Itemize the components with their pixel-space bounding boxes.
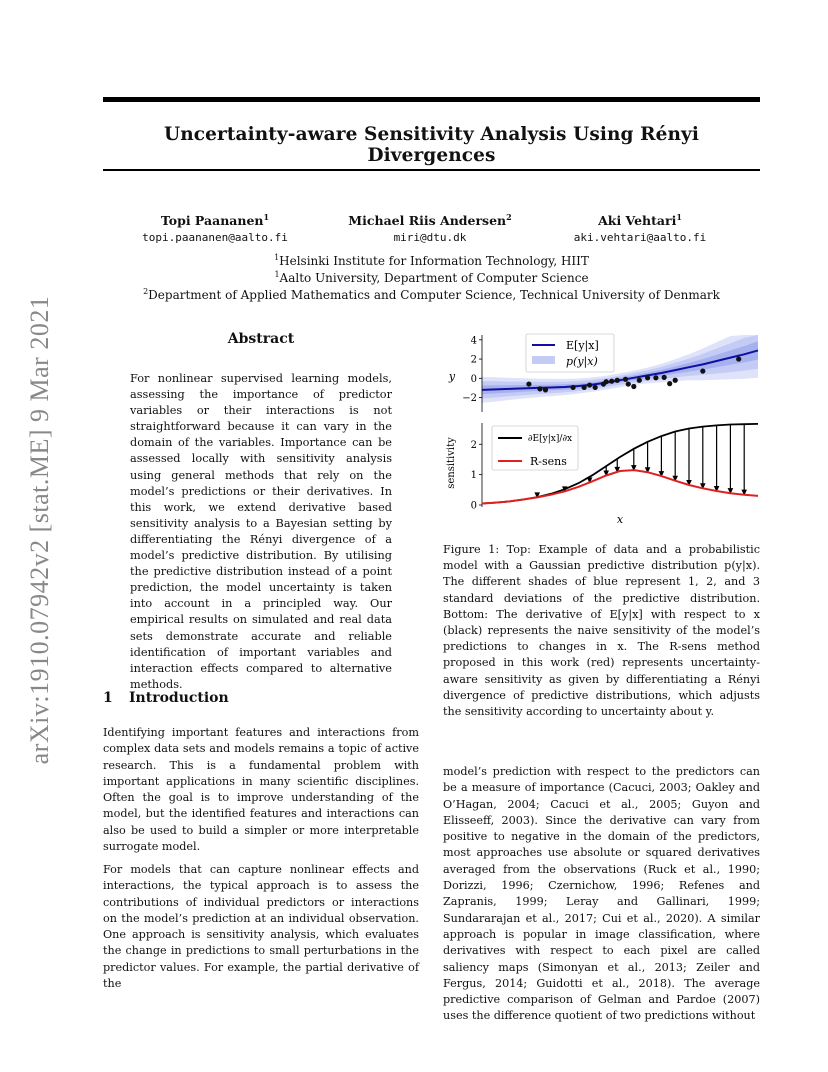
data-point — [582, 385, 587, 390]
abstract-text: For nonlinear supervised learning models, assessing the importance of predictor variables or their interactions is not straightforward because it can vary in the domain of the variables. Importance can be assessed locally with sensitivity analysis using general methods that rely on the model’s predictions or their derivatives. In this work, we extend derivative based sensitivity analysis to a Bayesian setting by differentiating the Rényi divergence of a model’s predictive distribution. By utilising the predictive distribution instead of a point prediction, the model uncertainty is taken into account in a principled way. Our empirical results on simulated and real data sets demonstrate accurate and reliable identification of important variables and interaction effects compared to alternative methods. — [130, 372, 392, 691]
bottom-panel — [446, 423, 758, 526]
affiliation-3 — [103, 287, 760, 302]
section-title: Introduction — [129, 690, 229, 706]
affiliation-sup: 1 — [274, 270, 280, 279]
abstract-heading: Abstract — [227, 331, 295, 347]
affiliation-text: Department of Applied Mathematics and Computer Science, Technical University of Denmark — [148, 288, 720, 302]
author-2 — [330, 212, 530, 228]
affiliation-1 — [103, 253, 760, 268]
data-point — [526, 381, 531, 386]
affiliation-sup: 2 — [143, 287, 149, 296]
data-point — [667, 381, 672, 386]
arxiv-id: arXiv:1910.07942v2 [stat.ME] 9 Mar 2021 — [25, 295, 54, 765]
data-point — [570, 385, 575, 390]
title-top-rule — [103, 97, 760, 102]
legend-swatch-band — [532, 356, 555, 364]
author-sup: 1 — [676, 212, 682, 222]
data-point — [662, 375, 667, 380]
author-sup: 2 — [506, 212, 512, 222]
affiliation-text: Helsinki Institute for Information Technology, HIIT — [279, 254, 589, 268]
data-point — [615, 378, 620, 383]
section-heading — [103, 690, 229, 706]
author-1 — [130, 212, 300, 228]
author-2-email: miri@dtu.dk — [393, 231, 467, 244]
author-name: Topi Paananen — [160, 213, 264, 229]
intro-paragraph-1: Identifying important features and interactions from complex data sets and models remains a topic of active research. This is a fundamental problem with important applications in many scientific disciplines. Often the goal is to improve understanding of the model, but the identified features and interactions can also be used to build a simpler or more interpretable surrogate model. — [103, 726, 419, 854]
data-point — [593, 385, 598, 390]
bottom-ylabel: sensitivity — [446, 437, 457, 489]
figure-caption: Figure 1: Top: Example of data and a probabilistic model with a Gaussian predictive distribution p(y|x). The different shades of blue represent 1, 2, and 3 standard deviations of the predictive distribution. Bottom: The derivative of E[y|x] with respect to x (black) represents the naive sensitivity of the model’s predictions to changes in x. The R-sens method proposed in this work (red) represents uncertainty-aware sensitivity as given by differentiating a Rényi divergence of predictive distributions, which adjusts the sensitivity according to uncertainty about y. — [443, 543, 760, 719]
author-1-email: topi.paananen@aalto.fi — [142, 231, 288, 244]
paper-title: Uncertainty-aware Sensitivity Analysis Using Rényi Divergences — [164, 124, 699, 166]
title-bottom-rule — [103, 169, 760, 171]
y-tick-label: 4 — [470, 335, 477, 347]
y-tick-label: 2 — [470, 354, 477, 366]
author-3-email: aki.vehtari@aalto.fi — [573, 231, 707, 244]
legend-label-mean: E[y|x] — [566, 339, 599, 352]
top-ylabel: y — [448, 370, 456, 383]
data-point — [604, 379, 609, 384]
data-point — [736, 356, 741, 361]
right-column-paragraph: model’s prediction with respect to the predictors can be a measure of importance (Cacuci, 2003; Oakley and O’Hagan, 2004; Cacuci et al., 2005; Guyon and Elisseeff, 2003). Since the derivative can vary from positive to negative in the domain of the predictors, most approaches use absolute or squared derivatives averaged from the observations (Ruck et al., 1990; Dorizzi, 1996; Czernichow, 1996; Refenes and Zapranis, 1999; Leray and Gallinari, 1999; Sundararajan et al., 2017; Cui et al., 2020). A similar approach is popular in image classification, where derivatives with respect to each pixel are called saliency maps (Simonyan et al., 2013; Zeiler and Fergus, 2014; Guidotti et al., 2018). The average predictive comparison of Gelman and Pardoe (2007) uses the difference quotient of two predictions without — [443, 765, 760, 1023]
intro-paragraph-2: For models that can capture nonlinear effects and interactions, the typical approach is to assess the contributions of individual predictors or interactions on the model’s prediction at an individual observation. One approach is sensitivity analysis, which evaluates the change in predictions to small perturbations in the predictor values. For example, the partial derivative of the — [103, 863, 419, 991]
y-tick-label: 0 — [470, 373, 477, 385]
data-point — [645, 375, 650, 380]
legend-label-derivative: ∂E[y|x]/∂x — [527, 434, 573, 444]
data-point — [700, 368, 705, 373]
data-point — [631, 384, 636, 389]
y-tick-label: 2 — [470, 439, 477, 451]
data-point — [653, 375, 658, 380]
data-point — [673, 378, 678, 383]
y-tick-label: 0 — [470, 500, 477, 512]
author-sup: 1 — [263, 212, 270, 222]
figure-1 — [440, 325, 765, 530]
legend-label-rsens: R-sens — [530, 455, 567, 468]
legend-label-band: p(y|x) — [566, 355, 598, 368]
affiliation-text: Aalto University, Department of Computer Science — [279, 271, 589, 285]
arxiv-sidebar — [10, 290, 70, 770]
data-point — [543, 387, 548, 392]
top-legend — [526, 334, 614, 372]
y-tick-label: −2 — [462, 393, 477, 405]
data-point — [637, 378, 642, 383]
data-point — [609, 379, 614, 384]
bottom-xlabel: x — [616, 513, 624, 526]
data-point — [623, 377, 628, 382]
data-point — [587, 382, 592, 387]
author-name: Aki Vehtari — [598, 213, 677, 229]
author-name: Michael Riis Andersen — [348, 213, 507, 229]
bottom-legend — [492, 426, 578, 470]
section-number: 1 — [103, 690, 113, 706]
data-point — [626, 381, 631, 386]
affiliation-sup: 1 — [274, 253, 280, 262]
data-point — [537, 386, 542, 391]
y-tick-label: 1 — [470, 470, 477, 482]
affiliation-2 — [103, 270, 760, 285]
author-3 — [560, 212, 720, 228]
top-panel — [448, 334, 758, 412]
